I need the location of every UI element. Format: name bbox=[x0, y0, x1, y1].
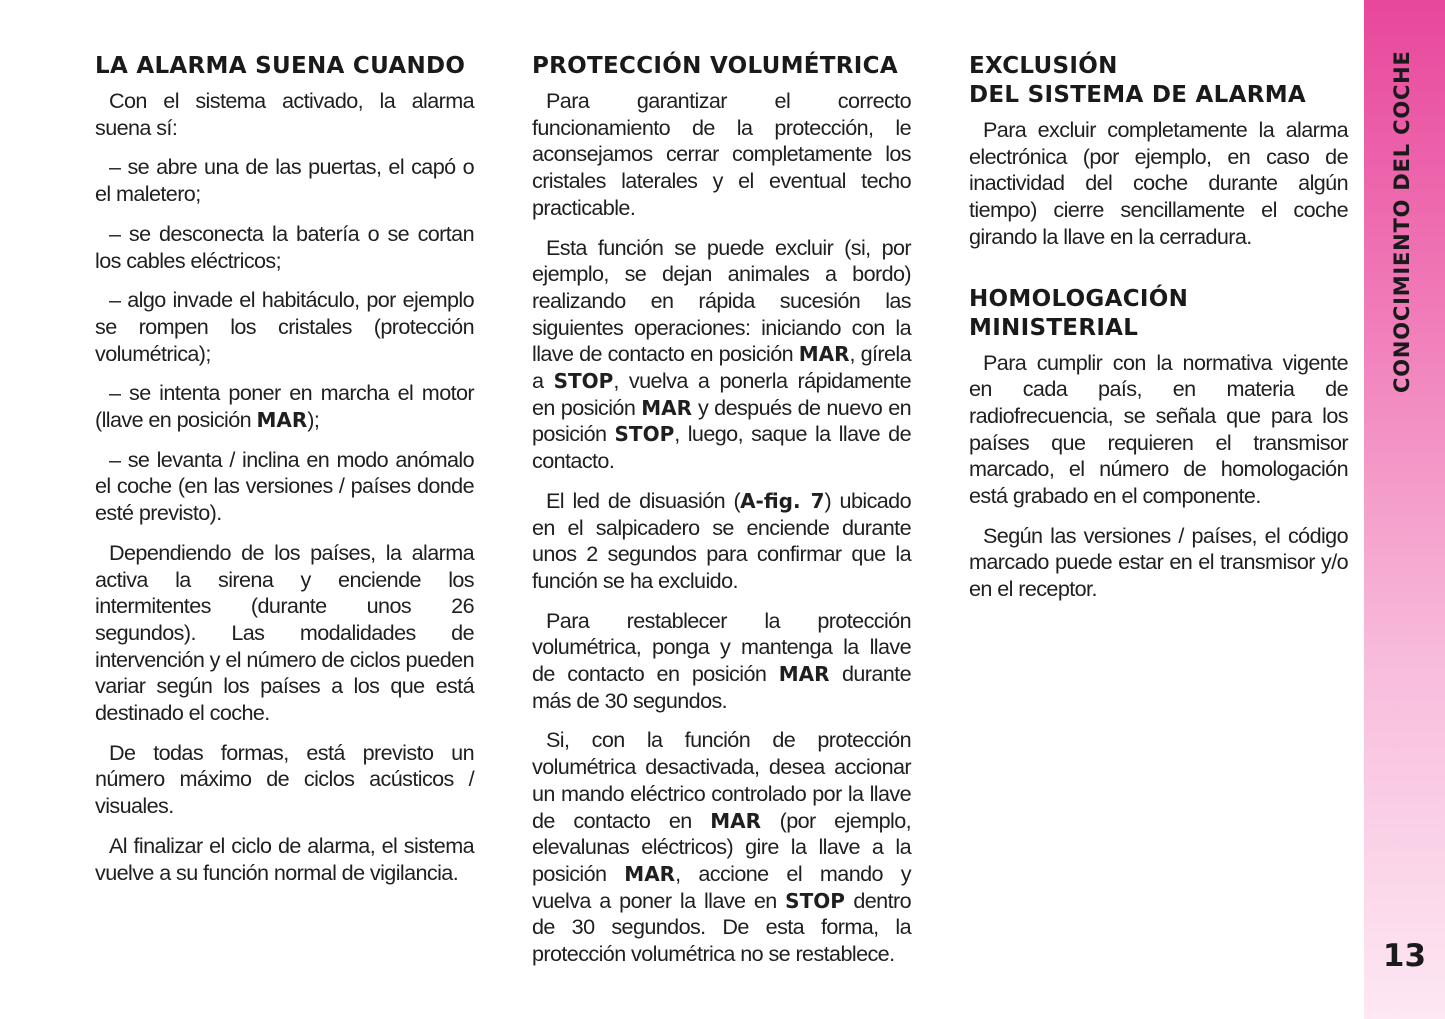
text-span: ) ubicado en el salpicadero se enciende durante unos 2 segundos para confirmar que la función se ha excluido. bbox=[532, 487, 911, 593]
key-position-mar: MAR bbox=[778, 662, 830, 687]
text-span: , vuelva a ponerla rápidamente en posición bbox=[532, 368, 911, 420]
page-number: 13 bbox=[1382, 938, 1427, 974]
column-exclusion-homologation bbox=[969, 52, 1348, 616]
heading-line: MINISTERIAL bbox=[969, 314, 1139, 341]
key-position-mar: MAR bbox=[256, 408, 308, 433]
key-position-stop: STOP bbox=[614, 422, 675, 447]
paragraph: Para cumplir con la normativa vigente en cada país, en materia de radiofrecuencia, se señala que para los países que requieren el transmisor marcado, el número de homologación está grabado en el componente. bbox=[969, 349, 1348, 509]
paragraph bbox=[532, 608, 911, 715]
heading-line: HOMOLOGACIÓN bbox=[969, 285, 1189, 312]
heading-line: EXCLUSIÓN bbox=[969, 53, 1118, 79]
column-volumetric-protection bbox=[532, 52, 911, 981]
column-alarm-triggers bbox=[95, 52, 474, 899]
list-item bbox=[95, 380, 474, 433]
text-span: , gírela a bbox=[532, 341, 911, 394]
list-item: – algo invade el habitáculo, por ejemplo se rompen los cristales (protección volumétrica); bbox=[95, 287, 474, 366]
paragraph bbox=[532, 235, 911, 475]
text-span: El led de disuasión ( bbox=[546, 487, 741, 513]
paragraph: Al finalizar el ciclo de alarma, el sistema vuelve a su función normal de vigilancia. bbox=[95, 832, 474, 885]
heading-alarm-sounds-when: LA ALARMA SUENA CUANDO bbox=[95, 53, 466, 79]
list-item: – se abre una de las puertas, el capó o el maletero; bbox=[95, 154, 474, 207]
key-position-mar: MAR bbox=[710, 808, 762, 833]
list-item: – se desconecta la batería o se cortan los cables eléctricos; bbox=[95, 220, 474, 273]
paragraph: Para garantizar el correcto funcionamiento de la protección, le aconsejamos cerrar completamente los cristales laterales y el eventual techo practicable. bbox=[532, 88, 911, 220]
text-span: , luego, saque la llave de contacto. bbox=[532, 421, 912, 474]
text-span: – se intenta poner en marcha el motor (llave en posición bbox=[95, 380, 474, 433]
key-position-mar: MAR bbox=[624, 861, 676, 886]
text-span: dentro de 30 segundos. De esta forma, la protección volumétrica no se restablece. bbox=[532, 887, 911, 967]
text-span: ); bbox=[307, 407, 320, 433]
text-span: y después de nuevo en posición bbox=[532, 394, 912, 447]
heading-volumetric-protection: PROTECCIÓN VOLUMÉTRICA bbox=[532, 53, 898, 79]
heading-line: DEL SISTEMA DE ALARMA bbox=[969, 82, 1307, 108]
paragraph: Dependiendo de los países, la alarma activa la sirena y enciende los intermitentes (durante unos 26 segundos). Las modalidades de intervención y el número de ciclos pueden variar según los países a los que está destinado el coche. bbox=[95, 539, 474, 726]
section-title: CONOCIMIENTO DEL COCHE bbox=[1390, 50, 1414, 393]
heading-alarm-exclusion bbox=[969, 52, 1348, 110]
figure-reference: A-fig. 7 bbox=[740, 488, 825, 513]
paragraph bbox=[532, 727, 911, 967]
heading-homologation bbox=[969, 285, 1348, 343]
text-span: (por ejemplo, elevalunas eléctricos) gire la llave a la posición bbox=[532, 807, 912, 886]
paragraph: Según las versiones / países, el código marcado puede estar en el transmisor y/o en el receptor. bbox=[969, 522, 1348, 602]
text-span: durante más de 30 segundos. bbox=[532, 661, 911, 713]
paragraph: Para excluir completamente la alarma electrónica (por ejemplo, en caso de inactividad del coche durante algún tiempo) cierre sencillamente el coche girando la llave en la cerradura. bbox=[969, 117, 1348, 249]
text-span: Si, con la función de protección volumétrica desactivada, desea accionar un mando eléctrico controlado por la llave de contacto en bbox=[532, 727, 911, 833]
text-span: Esta función se puede excluir (si, por ejemplo, se dejan animales a bordo) realizando en rápida sucesión las siguientes operaciones: iniciando con la llave de contacto en posición bbox=[532, 234, 911, 367]
key-position-stop: STOP bbox=[785, 888, 845, 913]
list-item: – se levanta / inclina en modo anómalo el coche (en las versiones / países donde esté previsto). bbox=[95, 446, 474, 526]
key-position-stop: STOP bbox=[553, 369, 614, 394]
text-span: Para restablecer la protección volumétrica, ponga y mantenga la llave de contacto en posición bbox=[532, 607, 911, 687]
key-position-mar: MAR bbox=[798, 342, 850, 367]
key-position-mar: MAR bbox=[641, 395, 692, 420]
text-span: , accione el mando y vuelva a poner la llave en bbox=[532, 860, 911, 913]
paragraph: De todas formas, está previsto un número máximo de ciclos acústicos / visuales. bbox=[95, 739, 474, 819]
paragraph: Con el sistema activado, la alarma suena sí: bbox=[95, 88, 474, 140]
paragraph bbox=[532, 488, 911, 595]
